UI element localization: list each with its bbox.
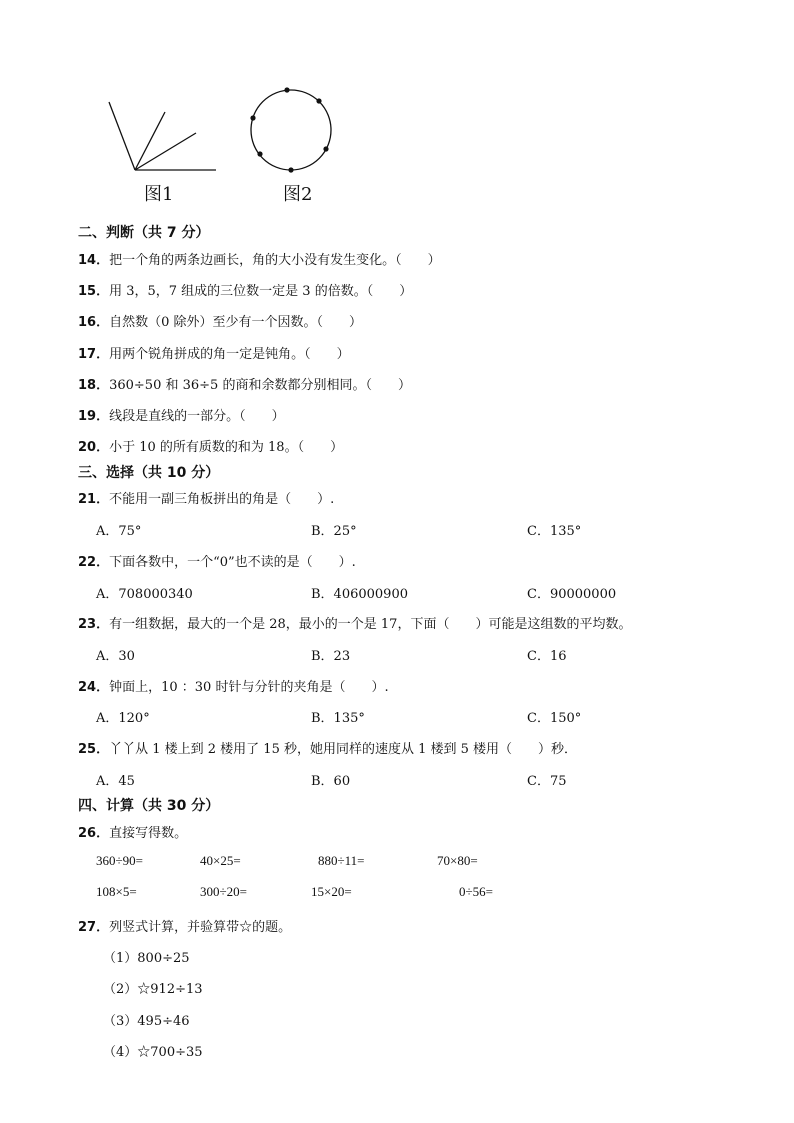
calc-item: 108×5= xyxy=(96,884,137,899)
fig2-point xyxy=(250,115,255,120)
choice-option-c: C．135° xyxy=(527,524,582,539)
calc-question xyxy=(78,916,291,935)
choice-option-b: B．135° xyxy=(311,711,365,726)
question-number: 21． xyxy=(78,492,110,507)
choice-option-a: A．120° xyxy=(96,711,150,726)
figures-area xyxy=(0,0,794,210)
question-number: 22． xyxy=(78,555,110,570)
question-number: 20． xyxy=(78,440,110,455)
fig1-ray-1 xyxy=(109,102,135,170)
choice-option-c: C．150° xyxy=(527,711,582,726)
judge-question xyxy=(78,374,411,393)
choice-option-a: A．75° xyxy=(96,524,142,539)
choice-option-c: C．16 xyxy=(527,649,567,664)
choice-question xyxy=(78,551,356,570)
choice-option-a: A．45 xyxy=(96,774,135,789)
section-title-calc: 四、计算（共 30 分） xyxy=(78,798,220,814)
choice-question xyxy=(78,613,631,632)
calc-item: 70×80= xyxy=(437,853,478,868)
sub-item: （2）☆912÷13 xyxy=(103,982,203,997)
question-text: 自然数（0 除外）至少有一个因数。（ ） xyxy=(109,315,362,330)
judge-question xyxy=(78,343,350,362)
choice-option-b: B．60 xyxy=(311,774,351,789)
fig2-point xyxy=(284,87,289,92)
choice-option-a: A．708000340 xyxy=(96,587,193,602)
sub-item: （3）495÷46 xyxy=(103,1014,190,1029)
judge-question xyxy=(78,280,412,299)
fig1-angles xyxy=(109,102,216,170)
question-number: 19． xyxy=(78,409,110,424)
question-text: 下面各数中，一个“0”也不读的是（ ）. xyxy=(109,555,356,570)
choice-option-b: B．23 xyxy=(311,649,351,664)
question-number: 23． xyxy=(78,617,110,632)
question-number: 14． xyxy=(78,253,110,268)
section-title-judge: 二、判断（共 7 分） xyxy=(78,225,210,241)
calc-item: 40×25= xyxy=(200,853,241,868)
calc-item: 15×20= xyxy=(311,884,352,899)
choice-question xyxy=(78,488,334,507)
fig2-circle xyxy=(250,87,331,172)
question-number: 16． xyxy=(78,315,110,330)
judge-question xyxy=(78,311,362,330)
sub-item: （1）800÷25 xyxy=(103,951,190,966)
fig2-label: 图2 xyxy=(283,184,313,205)
judge-question xyxy=(78,405,285,424)
fig2-point xyxy=(323,146,328,151)
question-text: 用两个锐角拼成的角一定是钝角。（ ） xyxy=(109,347,350,362)
question-number: 25． xyxy=(78,742,110,757)
calc-question xyxy=(78,822,187,841)
choice-question xyxy=(78,676,389,695)
question-text: 钟面上，10 ：30 时针与分针的夹角是（ ）. xyxy=(109,680,389,695)
question-text: 把一个角的两条边画长，角的大小没有发生变化。（ ） xyxy=(109,253,441,268)
question-text: 不能用一副三角板拼出的角是（ ）. xyxy=(109,492,335,507)
judge-question xyxy=(78,436,343,455)
choice-option-b: B．406000900 xyxy=(311,587,408,602)
choice-option-a: A．30 xyxy=(96,649,135,664)
calc-item: 300÷20= xyxy=(200,884,247,899)
choice-option-b: B．25° xyxy=(311,524,357,539)
question-text: 360÷50 和 36÷5 的商和余数都分别相同。（ ） xyxy=(109,378,411,393)
fig2-point xyxy=(316,98,321,103)
fig2-point xyxy=(288,167,293,172)
choice-option-c: C．75 xyxy=(527,774,567,789)
question-text: 列竖式计算，并验算带☆的题。 xyxy=(109,920,292,935)
question-number: 17． xyxy=(78,347,110,362)
calc-item: 0÷56= xyxy=(459,884,493,899)
question-text: 丫丫从 1 楼上到 2 楼用了 15 秒，她用同样的速度从 1 楼到 5 楼用（ ）秒． xyxy=(109,742,578,757)
figures-svg xyxy=(0,0,794,210)
question-number: 24． xyxy=(78,680,110,695)
question-number: 15． xyxy=(78,284,110,299)
choice-question xyxy=(78,738,577,757)
question-number: 26． xyxy=(78,826,110,841)
sub-item: （4）☆700÷35 xyxy=(103,1045,203,1060)
fig2-point xyxy=(257,151,262,156)
choice-option-c: C．90000000 xyxy=(527,587,617,602)
fig1-label: 图1 xyxy=(144,184,174,205)
question-text: 用 3，5，7 组成的三位数一定是 3 的倍数。（ ） xyxy=(109,284,413,299)
section-title-choice: 三、选择（共 10 分） xyxy=(78,465,220,481)
judge-question xyxy=(78,249,441,268)
question-text: 有一组数据，最大的一个是 28，最小的一个是 17，下面（ ）可能是这组数的平均数。 xyxy=(109,617,632,632)
question-text: 小于 10 的所有质数的和为 18。（ ） xyxy=(109,440,344,455)
question-text: 线段是直线的一部分。（ ） xyxy=(109,409,285,424)
question-number: 18． xyxy=(78,378,110,393)
question-text: 直接写得数。 xyxy=(109,826,188,841)
question-number: 27． xyxy=(78,920,110,935)
calc-item: 880÷11= xyxy=(318,853,365,868)
calc-item: 360÷90= xyxy=(96,853,143,868)
